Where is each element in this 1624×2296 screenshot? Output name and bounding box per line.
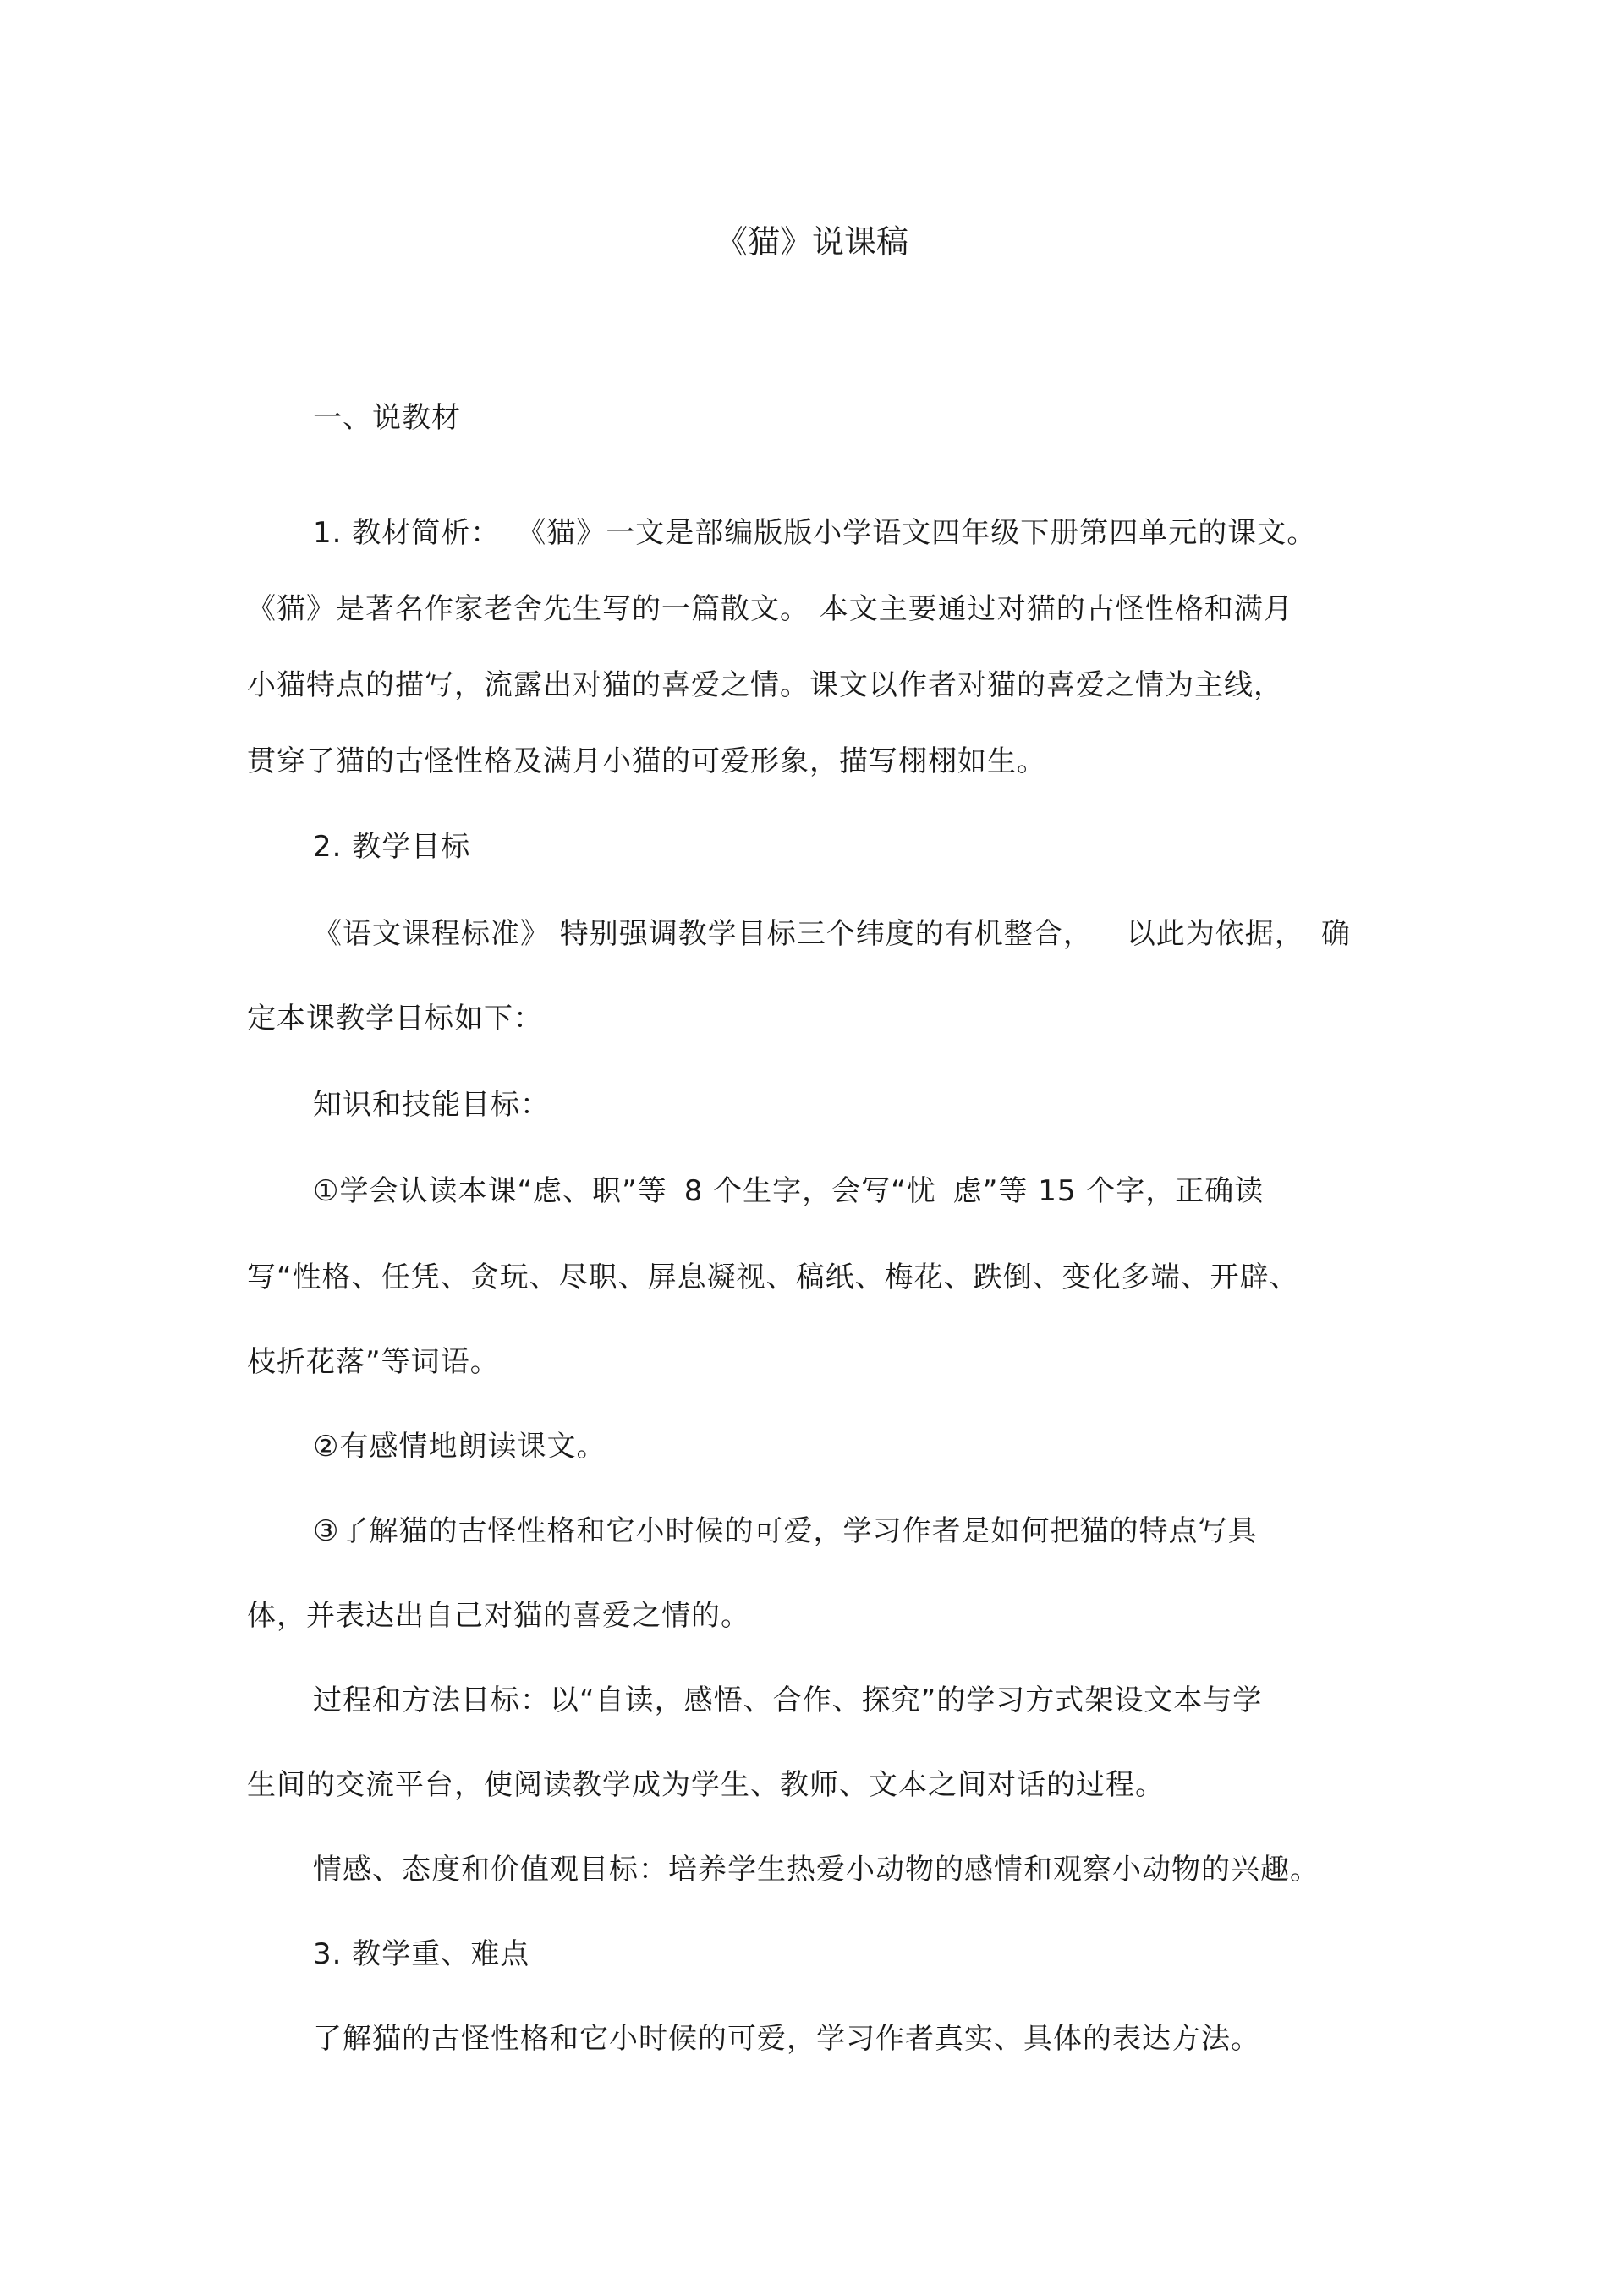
item1-label: 1. 教材简析： (313, 516, 501, 550)
item1-line2: 《猫》是著名作家老舍先生写的一篇散文。 本文主要通过对猫的古怪性格和满月 (247, 592, 1293, 626)
goal1-part-b: 8 个生字，会写“忧 (683, 1174, 936, 1208)
goal3-line1: ③了解猫的古怪性格和它小时候的可爱，学习作者是如何把猫的特点写具 (313, 1514, 1258, 1548)
knowledge-heading: 知识和技能目标： (313, 1088, 550, 1122)
item3-heading: 3. 教学重、难点 (313, 1937, 530, 1971)
item1-text: 《猫》一文是部编版版小学语文四年级下册第四单元的课文。 (517, 516, 1317, 550)
goal1-line3: 枝折花落”等词语。 (247, 1345, 500, 1379)
item2-heading: 2. 教学目标 (313, 830, 471, 864)
goal1-part-c: 虑”等 15 个字，正确读 (952, 1174, 1265, 1208)
item2-para1-line1 (313, 912, 1351, 956)
section-heading: 一、说教材 (313, 401, 461, 435)
goal2: ②有感情地朗读课文。 (313, 1430, 606, 1464)
item1-line1 (313, 511, 1316, 555)
item2-para1-line2: 定本课教学目标如下： (247, 1002, 543, 1035)
item2-para1-part-b: 以此为依据， (1126, 917, 1304, 951)
process-goal-line2: 生间的交流平台，使阅读教学成为学生、教师、文本之间对话的过程。 (247, 1768, 1165, 1802)
emotion-goal: 情感、态度和价值观目标：培养学生热爱小动物的感情和观察小动物的兴趣。 (313, 1853, 1320, 1887)
item1-line3: 小猫特点的描写，流露出对猫的喜爱之情。课文以作者对猫的喜爱之情为主线， (247, 668, 1283, 702)
process-goal-line1: 过程和方法目标：以“自读，感悟、合作、探究”的学习方式架设文本与学 (313, 1684, 1263, 1717)
page-title: 《猫》说课稿 (715, 223, 908, 261)
goal1-line1 (313, 1169, 1264, 1213)
goal1-part-a: ①学会认读本课“虑、职”等 (313, 1174, 667, 1208)
item2-para1-part-c: 确 (1320, 917, 1351, 951)
item1-line4: 贯穿了猫的古怪性格及满月小猫的可爱形象，描写栩栩如生。 (247, 744, 1046, 778)
goal3-line2: 体，并表达出自己对猫的喜爱之情的。 (247, 1599, 750, 1633)
item2-para1-part-a: 《语文课程标准》 特别强调教学目标三个纬度的有机整合， (313, 917, 1093, 951)
goal1-line2: 写“性格、任凭、贪玩、尽职、屏息凝视、稿纸、梅花、跌倒、变化多端、开辟、 (247, 1261, 1299, 1294)
item3-line1: 了解猫的古怪性格和它小时候的可爱，学习作者真实、具体的表达方法。 (313, 2022, 1260, 2056)
